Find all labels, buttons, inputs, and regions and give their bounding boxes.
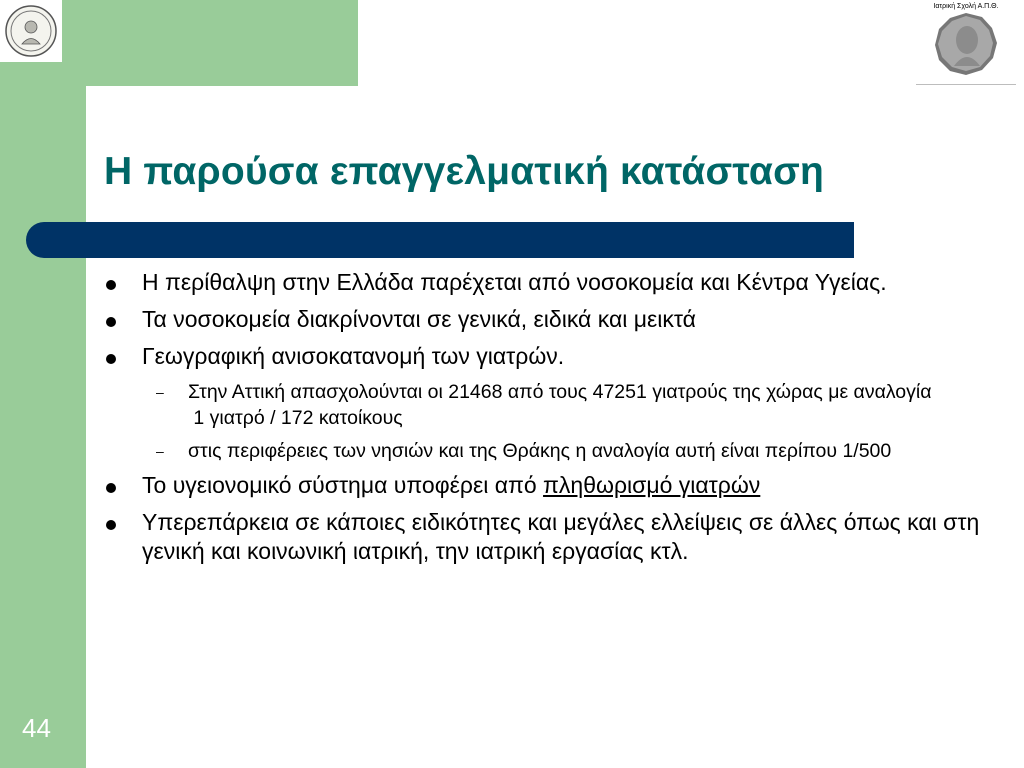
bullet-dot-icon (106, 354, 116, 364)
slide-title: Η παρούσα επαγγελματική κατάσταση (104, 150, 825, 193)
bullet-item (104, 508, 1009, 566)
bullet-item (104, 342, 1009, 371)
bullet-text: Τα νοσοκομεία διακρίνονται σε γενικά, ειδικά και μεικτά (142, 306, 696, 332)
sub-bullet-item (104, 438, 1009, 464)
bullet-dot-icon (106, 483, 116, 493)
bullet-text: Υπερεπάρκεια σε κάποιες ειδικότητες και μεγάλες ελλείψεις σε άλλες όπως και στη γενική και κοινωνική ιατρική, την ιατρική εργασίας κτλ. (142, 509, 980, 564)
dash-icon: – (156, 384, 164, 400)
bullet-dot-icon (106, 280, 116, 290)
slide-number: 44 (22, 713, 51, 743)
university-seal-logo (0, 0, 62, 62)
title-underline-bar (26, 222, 854, 258)
medical-school-logo (914, 0, 1018, 86)
dash-icon: – (156, 443, 164, 459)
bullet-dot-icon (106, 520, 116, 530)
sub-bullet-item (104, 379, 1009, 431)
green-side-band (0, 0, 86, 768)
slide-content (104, 268, 1009, 574)
sub-bullet-ratio: 1 γιατρό / 172 κατοίκους (188, 407, 403, 429)
seal-icon (0, 0, 62, 62)
bullet-text: Η περίθαλψη στην Ελλάδα παρέχεται από νοσοκομεία και Κέντρα Υγείας. (142, 269, 887, 295)
bullet-item (104, 268, 1009, 297)
bullet-text: Το υγειονομικό σύστημα υποφέρει από (142, 472, 544, 498)
logo-caption: Ιατρική Σχολή Α.Π.Θ. (933, 3, 999, 10)
logo-divider (916, 84, 1016, 85)
bullet-item (104, 305, 1009, 334)
sub-bullet-text: Στην Αττική απασχολούνται οι 21468 από τους 47251 γιατρούς της χώρας με αναλογία (188, 381, 932, 403)
sub-bullet-text: στις περιφέρειες των νησιών και της Θράκης η αναλογία αυτή είναι περίπου 1/500 (188, 440, 892, 462)
bullet-text: Γεωγραφική ανισοκατανομή των γιατρών. (142, 343, 565, 369)
bullet-dot-icon (106, 317, 116, 327)
medallion-icon (914, 0, 1018, 86)
bullet-link[interactable]: πληθωρισμό γιατρών (543, 472, 761, 498)
bullet-item (104, 471, 1009, 500)
